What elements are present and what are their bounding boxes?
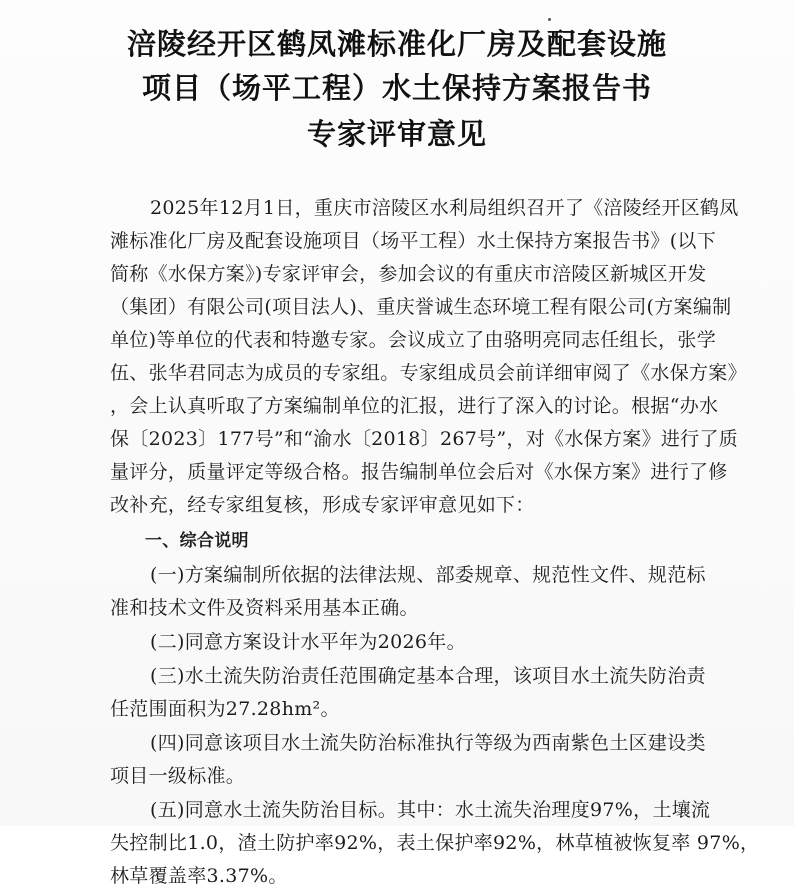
document-title-line-2: 项目（场平工程）水土保持方案报告书 [141,71,652,105]
scan-mark [548,18,551,21]
section-heading: 一、综合说明 [145,531,249,551]
document-title-line-3: 专家评审意见 [306,117,487,151]
item-line: (二)同意方案设计水平年为2026年。 [150,631,466,653]
intro-line: （集团）有限公司(项目法人)、重庆誉诚生态环境工程有限公司(方案编制 [110,296,732,318]
intro-line: 保〔2023〕177号”和“渝水〔2018〕267号”，对《水保方案》进行了质 [110,428,739,450]
intro-line: 2025年12月1日，重庆市涪陵区水利局组织召开了《涪陵经开区鹤凤 [150,197,739,219]
item-line: (五)同意水土流失防治目标。其中：水土流失治理度97%，土壤流 [150,799,711,821]
item-line: (四)同意该项目水土流失防治标准执行等级为西南紫色土区建设类 [150,732,706,754]
intro-line: 量评分，质量评定等级合格。报告编制单位会后对《水保方案》进行了修 [110,461,728,483]
item-line: 准和技术文件及资料采用基本正确。 [110,597,419,619]
intro-line: ，会上认真听取了方案编制单位的汇报，进行了深入的讨论。根据“办水 [110,395,719,417]
item-line: (一)方案编制所依据的法律法规、部委规章、规范性文件、规范标 [150,564,706,586]
document-title-line-1: 涪陵经开区鹤凤滩标准化厂房及配套设施 [126,27,667,61]
intro-line: 简称《水保方案》)专家评审会，参加会议的有重庆市涪陵区新城区开发 [110,263,707,285]
intro-line: 单位)等单位的代表和特邀专家。会议成立了由骆明亮同志任组长，张学 [110,329,717,351]
item-line: 失控制比1.0，渣土防护率92%，表土保护率92%，林草植被恢复率 97%， [110,832,760,854]
intro-line: 改补充，经专家组复核，形成专家评审意见如下： [110,494,535,516]
item-line: (三)水土流失防治责任范围确定基本合理，该项目水土流失防治责 [150,665,706,687]
intro-line: 滩标准化厂房及配套设施项目（场平工程）水土保持方案报告书》(以下 [110,230,717,252]
item-line: 任范围面积为27.28hm²。 [110,698,340,720]
item-line: 项目一级标准。 [110,765,246,787]
item-line: 林草覆盖率3.37%。 [110,865,288,887]
intro-line: 伍、张华君同志为成员的专家组。专家组成员会前详细审阅了《水保方案》 [110,362,747,384]
